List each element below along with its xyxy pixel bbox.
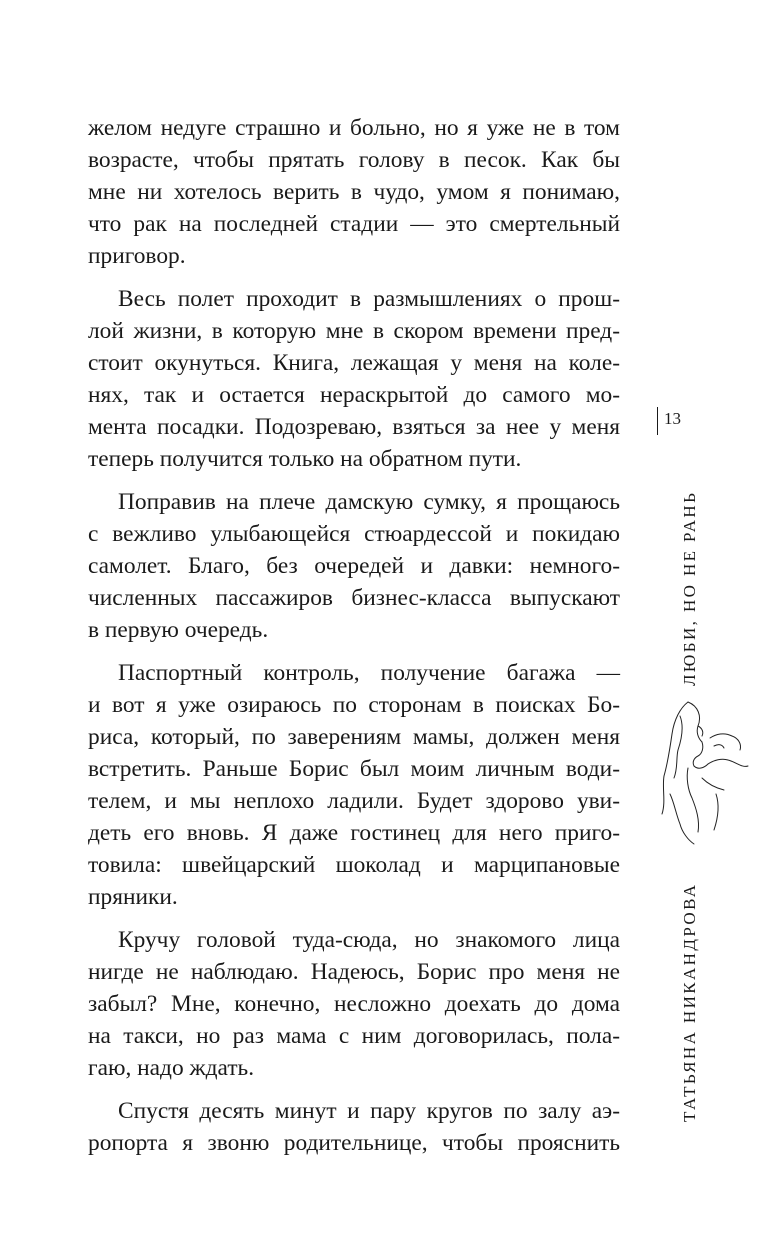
text-line: в первую очередь. [88, 617, 269, 643]
text-line: деть его вновь. Я даже гостинец для него приго- [88, 820, 620, 846]
text-line: нигде не наблюдаю. Надеюсь, Борис про меня не [88, 959, 620, 985]
author-name-text: ТАТЬЯНА НИКАНДРОВА [680, 882, 699, 1122]
running-title-text: ЛЮБИ, НО НЕ РАНЬ [680, 490, 699, 686]
text-line: риса, который, по заверениям мамы, должен меня [88, 724, 620, 750]
text-line: на такси, но раз мама с ним договорилась, пола- [88, 1023, 620, 1049]
couple-line-drawing [658, 698, 754, 848]
text-line: Весь полет проходит в размышлениях о прош- [118, 286, 620, 312]
text-line: Кручу головой туда-сюда, но знакомого лица [118, 927, 620, 953]
text-line: приговор. [88, 243, 186, 269]
text-line: Паспортный контроль, получение багажа — [118, 660, 620, 686]
text-line: желом недуге страшно и больно, но я уже не в том [88, 115, 620, 141]
text-line: пряники. [88, 884, 178, 910]
text-line: мне ни хотелось верить в чудо, умом я понимаю, [88, 179, 620, 205]
text-line: теперь получится только на обратном пути. [88, 446, 522, 472]
text-line: самолет. Благо, без очередей и давки: немного- [88, 553, 620, 579]
text-line: забыл? Мне, конечно, несложно доехать до дома [88, 991, 620, 1017]
text-line: Поправив на плече дамскую сумку, я прощаюсь [118, 489, 620, 515]
text-line: встретить. Раньше Борис был моим личным води- [88, 756, 620, 782]
text-line: стоит окунуться. Книга, лежащая у меня на коле- [88, 350, 620, 376]
text-line: гаю, надо ждать. [88, 1055, 255, 1081]
text-line: мента посадки. Подозреваю, взяться за нее у меня [88, 414, 620, 440]
text-line: ропорта я звоню родительнице, чтобы прояснить [88, 1130, 620, 1156]
text-line: телем, и мы неплохо ладили. Будет здорово уви- [88, 788, 620, 814]
text-line: лой жизни, в которую мне в скором времени пред- [88, 318, 620, 344]
text-line: что рак на последней стадии — это смертельный [88, 211, 620, 237]
text-line: численных пассажиров бизнес-класса выпускают [88, 585, 620, 611]
page-number: 13 [664, 409, 681, 428]
text-line: товила: швейцарский шоколад и марципановые [88, 852, 620, 878]
text-line: Спустя десять минут и пару кругов по залу аэ- [118, 1098, 620, 1124]
text-line: с вежливо улыбающейся стюардессой и покидаю [88, 521, 620, 547]
text-line: возрасте, чтобы прятать голову в песок. Как бы [88, 147, 620, 173]
body-text [88, 112, 620, 1159]
text-line: нях, так и остается нераскрытой до самого мо- [88, 382, 620, 408]
page-number-rule [657, 407, 658, 435]
text-line: и вот я уже озираюсь по сторонам в поисках Бо- [88, 692, 620, 718]
